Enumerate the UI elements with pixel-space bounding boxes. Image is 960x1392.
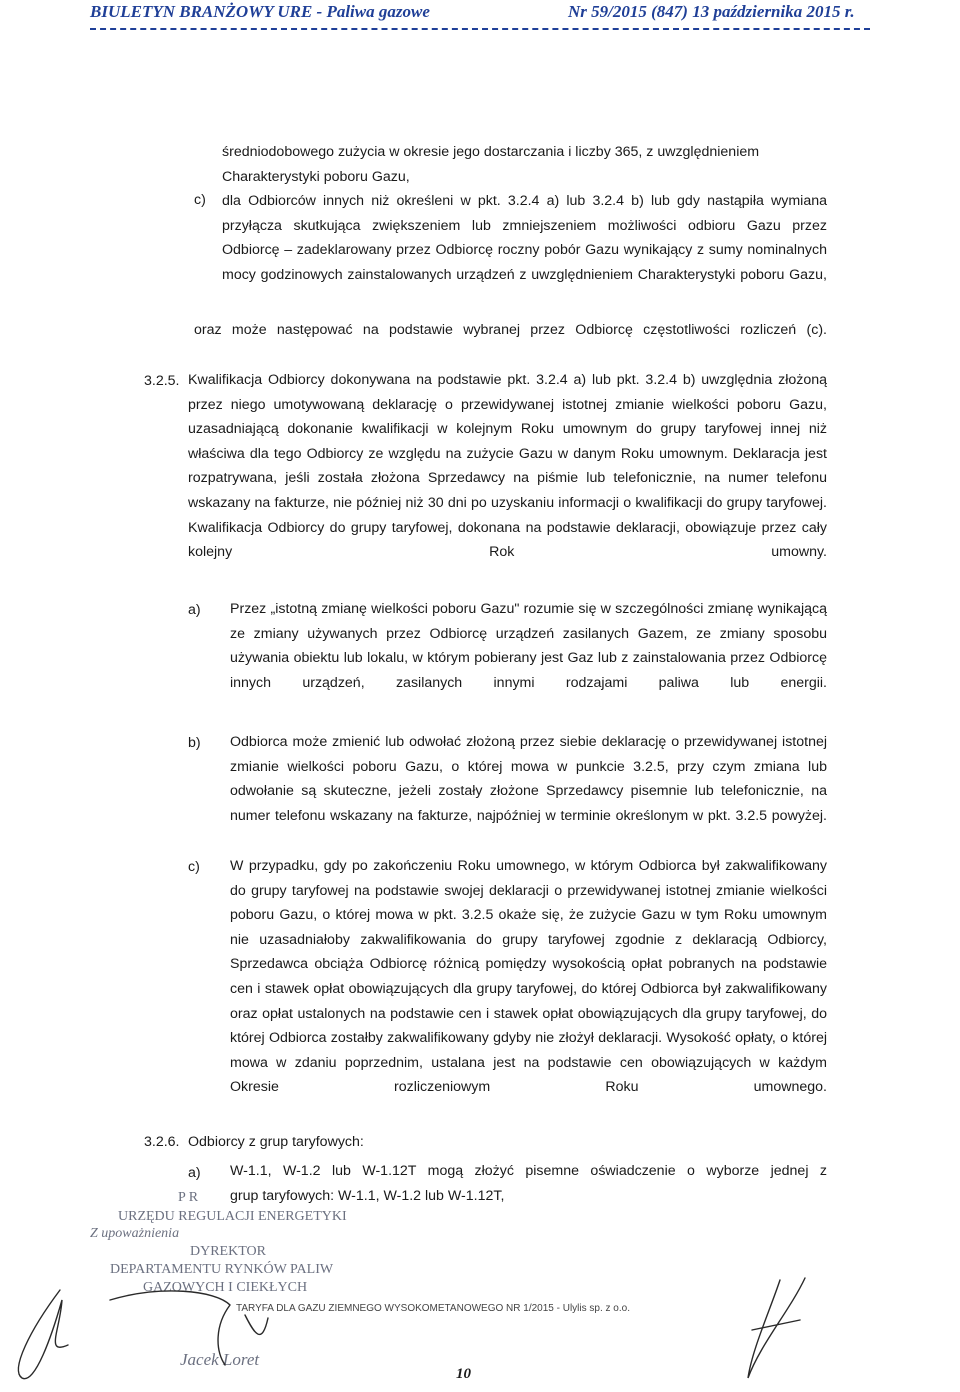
footer-tariff-title: TARYFA DLA GAZU ZIEMNEGO WYSOKOMETANOWEGO NR 1/2015 - Ulylis sp. z o.o. xyxy=(236,1303,630,1314)
stamp-line-0: P R xyxy=(178,1190,199,1205)
item-a-text: Przez „istotną zmianę wielkości poboru Gazu" rozumie się w szczególności zmianę wynikającą ze zmiany używanych przez Odbiorcę urządzeń zasilanych Gazem, ze zmiany sposobu używania obiektu lub lokalu, w którym pobierany jest Gaz lub z zainstalowania przez Odbiorcę innych urządzeń, zasilanych innymi rodzajami paliwa lub energii. xyxy=(230,601,827,691)
signatory-name: Jacek Loret xyxy=(180,1350,260,1369)
section-3-2-6-text: Odbiorcy z grup taryfowych: xyxy=(188,1134,364,1150)
item-a2-label: a) xyxy=(188,1165,201,1181)
stamp-line-3: DYREKTOR xyxy=(190,1244,266,1259)
section-3-2-6-number: 3.2.6. xyxy=(144,1134,180,1150)
page-number: 10 xyxy=(456,1366,471,1382)
item-a2-line2: grup taryfowych: W-1.1, W-1.2 lub W-1.12T, xyxy=(230,1188,505,1204)
stamp-line-1: URZĘDU REGULACJI ENERGETYKI xyxy=(118,1209,347,1224)
bulletin-issue: Nr 59/2015 (847) 13 października 2015 r. xyxy=(568,2,855,21)
item-a-label: a) xyxy=(188,602,201,618)
item-b-text: Odbiorca może zmienić lub odwołać złożoną przez siebie deklarację o przewidywanej istotnej zmianie wielkości poboru Gazu, o której mowa w punkcie 3.2.5, przy czym zmiana lub odwołanie są skuteczne, jeżeli zostały złożone Sprzedawcy pisemnie lub telefonicznie, na numer telefonu wskazany na fakturze, najpóźniej w terminie określonym w pkt. 3.2.5 powyżej. xyxy=(230,734,827,824)
item-c-text: dla Odbiorców innych niż określeni w pkt. 3.2.4 a) lub 3.2.4 b) lub gdy nastąpiła wymiana przyłącza skutkująca zwiększeniem lub zmniejszeniem możliwości odbioru Gazu przez Odbiorcę – zadeklarowany przez Odbiorcę roczny pobór Gazu wynikający z sumy nominalnych mocy godzinowych zainstalowanych urządzeń z uwzględnieniem Charakterystyki poboru Gazu, xyxy=(222,193,827,283)
section-3-2-5-number: 3.2.5. xyxy=(144,373,180,389)
stamp-line-2: Z upoważnienia xyxy=(90,1226,180,1241)
billing-frequency-note: oraz może następować na podstawie wybranej przez Odbiorcę częstotliwości rozliczeń (c). xyxy=(194,322,827,338)
item-c2-text: W przypadku, gdy po zakończeniu Roku umownego, w którym Odbiorca był zakwalifikowany do grupy taryfowej na podstawie swojej deklaracji o przewidywanej istotnej zmianie wielkości poboru Gazu, o której mowa w pkt. 3.2.5 okaże się, że zużycie Gazu w tym Roku umownym nie uzasadniałoby zakwalifikowania do grupy taryfowej zgodnie z deklaracją Odbiorcy, Sprzedawca obciąża Odbiorcę różnicą pomiędzy wysokością opłat pobranych na podstawie cen i stawek opłat obowiązujących dla grupy taryfowej, do której Odbiorca był zakwalifikowany oraz opłat ustalonych na podstawie cen i stawek opłat obowiązujących dla grupy taryfowej, do której Odbiorca zostałby zakwalifikowany gdyby nie złożył deklaracji. Wysokość opłaty, o której mowa w zdaniu poprzednim, ustalana jest na podstawie cen obowiązujących w każdym Okresie rozliczeniowym Roku umownego. xyxy=(230,858,827,1096)
bulletin-title: BIULETYN BRANŻOWY URE - Paliwa gazowe xyxy=(90,2,430,21)
item-b-label: b) xyxy=(188,735,201,751)
stamp-line-4: DEPARTAMENTU RYNKÓW PALIW xyxy=(110,1262,334,1277)
section-3-2-5-text: Kwalifikacja Odbiorcy dokonywana na podstawie pkt. 3.2.4 a) lub pkt. 3.2.4 b) uwzględnia złożoną przez niego umotywowaną deklarację o przewidywanej istotnej zmianie wielkości poboru Gazu, uzasadniającą dokonanie kwalifikacji w kolejnym Roku umownym do grupy taryfowej innej niż właściwa dla tego Odbiorcy ze względu na zużycie Gazu w danym Roku umownym. Deklaracja jest rozpatrywana, jeśli została złożona Sprzedawcy na piśmie lub telefonicznie, na numer telefonu wskazany na fakturze, nie później niż 30 dni po uzyskaniu informacji o kwalifikacji do grupy taryfowej. Kwalifikacja Odbiorcy do grupy taryfowej, dokonana na podstawie deklaracji, obowiązuje przez cały kolejny Rok umowny. xyxy=(188,372,827,561)
stamp-line-5: GAZOWYCH I CIEKŁYCH xyxy=(143,1280,308,1295)
item-c-label: c) xyxy=(194,192,206,208)
paragraph-continuation: średniodobowego zużycia w okresie jego dostarczania i liczby 365, z uwzględnieniem Charakterystyki poboru Gazu, xyxy=(222,144,760,185)
item-a2-line1: W-1.1, W-1.2 lub W-1.12T mogą złożyć pisemne oświadczenie o wyborze jednej z xyxy=(230,1163,827,1179)
item-c2-label: c) xyxy=(188,859,200,875)
